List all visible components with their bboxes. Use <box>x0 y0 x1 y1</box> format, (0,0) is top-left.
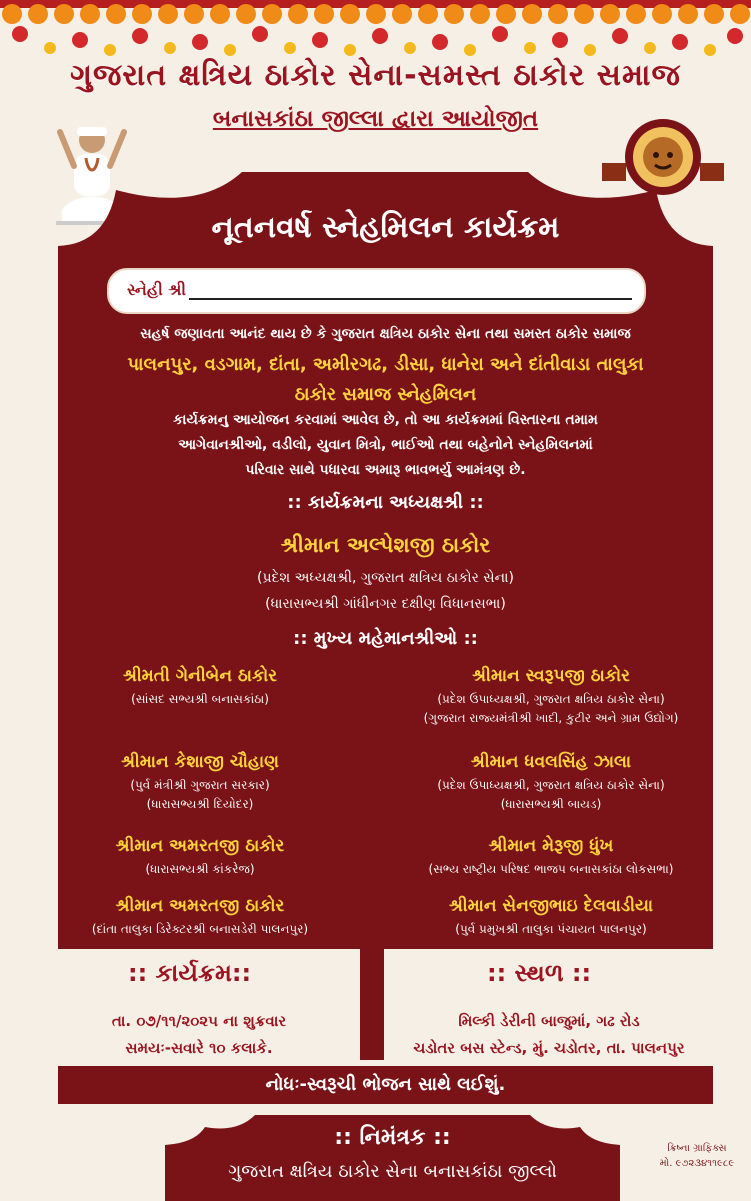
venue-heading: :: સ્થળ :: <box>487 959 592 987</box>
guest-desc: (પ્રદેશ ઉપાધ્યક્ષશ્રી, ગુજરાત ક્ષત્રિય ઠાકોર સેના) <box>437 692 665 706</box>
header-subtitle: બનાસકાંઠા જીલ્લા દ્વારા આયોજીત <box>212 106 539 132</box>
guest-left-1 <box>40 666 360 707</box>
guest-name: શ્રીમાન ધવલસિંહ ઝાલા <box>470 752 632 772</box>
note-text: નોધઃ-સ્વરૂચી ભોજન સાથે લઈશું. <box>265 1074 506 1095</box>
guest-desc-2: (ધારાસભ્યશ્રી દિયોદર) <box>146 797 254 811</box>
guest-desc: (ધારાસભ્યશ્રી કાંકરેજ) <box>145 862 255 876</box>
intro-line-2: પાલનપુર, વડગામ, દાંતા, અમીરગઢ, ડીસા, ધાનેરા અને દાંતીવાડા તાલુકા <box>127 354 644 375</box>
guest-name: શ્રીમાન સ્વરૂપજી ઠાકોર <box>472 666 630 686</box>
guest-desc-2: (ગુજરાત રાજ્યમંત્રીશ્રી ખાદી, કુટીર અને ગ્રામ ઉદ્યોગ) <box>423 711 679 725</box>
center-divider-ornament <box>360 948 384 1060</box>
intro-line-5: આગેવાનશ્રીઓ, વડીલો, યુવાન મિત્રો, ભાઈઓ તથા બહેનોને સ્નેહમિલનમાં <box>178 437 593 453</box>
guest-desc: (સભ્ય રાષ્ટ્રીય પરિષદ ભાજપ બનાસકાંઠા લોકસભા) <box>428 862 674 876</box>
schedule-date: તા. ૦૭/૧૧/૨૦૨૫ ના શુક્રવાર <box>111 1012 287 1030</box>
guest-name: શ્રીમતી ગેનીબેન ઠાકોર <box>122 666 278 686</box>
designer-credit <box>652 1142 742 1171</box>
guest-left-4 <box>40 896 360 937</box>
guest-desc: (પુર્વ પ્રમુખશ્રી તાલુકા પંચાયત પાલનપુર) <box>455 922 647 936</box>
president-desc-2: (ધારાસભ્યશ્રી ગાંધીનગર દક્ષીણ વિધાનસભા) <box>265 596 506 612</box>
event-title: નૂતનવર્ષ સ્નેહમિલન કાર્યક્રમ <box>211 210 560 245</box>
intro-line-1: સહર્ષ જણાવતા આનંદ થાય છે કે ગુજરાત ક્ષત્રિય ઠાકોર સેના તથા સમસ્ત ઠાકોર સમાજ <box>140 326 631 342</box>
designer-phone: મો. ૯૭૨૩૪૧૧૯૮૯ <box>659 1157 735 1169</box>
guest-name-writing-line <box>189 298 632 300</box>
header-title: ગુજરાત ક્ષત્રિય ઠાકોર સેના-સમસ્ત ઠાકોર સમાજ <box>70 58 681 93</box>
venue-line-2: ચડોતર બસ સ્ટેન્ડ, મું. ચડોતર, તા. પાલનપુર <box>413 1039 685 1057</box>
guest-desc: (સાંસદ સભ્યશ્રી બનાસકાંઠા) <box>131 692 269 706</box>
guest-desc: (દાંતા તાલુકા ડિરેક્ટરશ્રી બનાસડેરી પાલનપુર) <box>91 922 309 936</box>
guest-left-3 <box>40 836 360 877</box>
president-name: શ્રીમાન અલ્પેશજી ઠાકોર <box>280 533 491 557</box>
guest-name: શ્રીમાન અમરતજી ઠાકોર <box>115 836 285 856</box>
designer-name: ક્રિષ્ના ગ્રાફિક્સ <box>667 1143 727 1154</box>
guest-desc-2: (ધારાસભ્યશ્રી બાયડ) <box>500 797 602 811</box>
guest-name-label: સ્નેહી શ્રી <box>127 280 186 299</box>
marigold-garland-decoration <box>0 0 751 64</box>
president-desc-1: (પ્રદેશ અધ્યક્ષશ્રી, ગુજરાત ક્ષત્રિય ઠાકોર સેના) <box>257 570 514 586</box>
inviter-heading: :: નિમંત્રક :: <box>334 1125 451 1150</box>
guest-name: શ્રીમાન અમરતજી ઠાકોર <box>115 896 285 916</box>
guest-name: શ્રીમાન મેરૂજી ધુંખ <box>488 836 614 856</box>
guest-name: શ્રીમાન કેશાજી ચૌહાણ <box>121 752 279 772</box>
guest-right-3 <box>391 836 711 877</box>
intro-line-4: કાર્યક્રમનુ આયોજન કરવામાં આવેલ છે, તો આ કાર્યક્રમમાં વિસ્તારના તમામ <box>173 412 598 428</box>
guest-right-4 <box>391 896 711 937</box>
guests-heading: :: મુખ્ય મહેમાનશ્રીઓ :: <box>293 628 478 649</box>
inviter-name: ગુજરાત ક્ષત્રિય ઠાકોર સેના બનાસકાંઠા જીલ્લો <box>228 1161 557 1182</box>
guest-right-1 <box>391 666 711 726</box>
schedule-heading: :: કાર્યક્રમ:: <box>128 959 252 987</box>
guest-name: શ્રીમાન સેનજીભાઇ દેલવાડીયા <box>448 896 654 916</box>
inviter-panel <box>165 1115 620 1201</box>
intro-line-6: પરિવાર સાથે પધારવા અમારૂ ભાવભર્યુ આમંત્રણ છે. <box>245 462 526 478</box>
guest-desc: (પ્રદેશ ઉપાધ્યક્ષશ્રી, ગુજરાત ક્ષત્રિય ઠાકોર સેના) <box>437 778 665 792</box>
guest-left-2 <box>40 752 360 812</box>
guest-desc: (પુર્વ મંત્રીશ્રી ગુજરાત સરકાર) <box>130 778 270 792</box>
note-bar <box>58 1066 713 1104</box>
guest-name-box <box>107 268 646 314</box>
guest-right-2 <box>391 752 711 812</box>
venue-line-1: મિલ્કી ડેરીની બાજુમાં, ગઢ રોડ <box>458 1012 640 1030</box>
schedule-time: સમયઃ-સવારે ૧૦ કલાકે. <box>125 1039 273 1057</box>
president-heading: :: કાર્યક્રમના અધ્યક્ષશ્રી :: <box>287 492 484 513</box>
intro-line-3: ઠાકોર સમાજ સ્નેહમિલન <box>294 384 477 405</box>
